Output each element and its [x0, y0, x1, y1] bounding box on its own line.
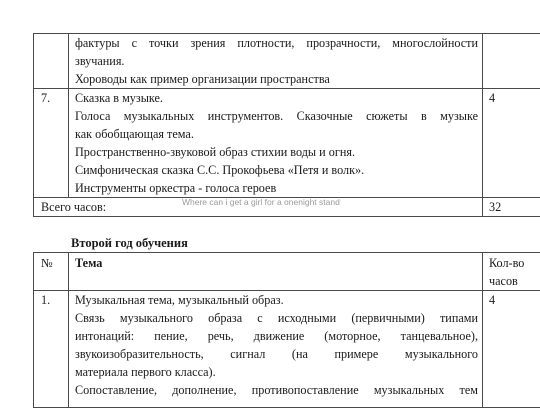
- topic-line: как обобщающая тема.: [75, 125, 478, 143]
- topic-line: Связь музыкального образа с исходными (первичными) типами: [75, 309, 478, 327]
- topic-cell: [69, 89, 483, 198]
- topic-line: материала первого класса).: [75, 363, 478, 381]
- topic-line: Голоса музыкальных инструментов. Сказочные сюжеты в музыке: [75, 107, 478, 125]
- topic-cell: [69, 291, 483, 408]
- table-row: [34, 89, 540, 198]
- topic-line: Симфоническая сказка С.С. Прокофьева «Петя и волк».: [75, 161, 478, 179]
- watermark-text: Where can i get a girl for a onenight stand: [182, 197, 340, 207]
- program-table-second-year: [33, 252, 540, 408]
- topic-line: Хороводы как пример организации пространства: [75, 70, 478, 88]
- topic-line: Музыкальная тема, музыкальный образ.: [75, 291, 478, 309]
- topic-line: звучания.: [75, 52, 478, 70]
- topic-line: звукоизобразительность, сигнал (на примере музыкального: [75, 345, 478, 363]
- header-topic-cell: Тема: [69, 253, 483, 291]
- topic-line: Инструменты оркестра - голоса героев: [75, 179, 478, 197]
- hours-cell: 4: [483, 89, 540, 198]
- topic-line: интонаций: пение, речь, движение (моторное, танцевальное),: [75, 327, 478, 345]
- table-row: [34, 291, 540, 408]
- row-number-cell: 7.: [34, 89, 69, 198]
- hours-cell: [483, 34, 540, 89]
- cut-off-line: [75, 399, 478, 407]
- header-number-cell: №: [34, 253, 69, 291]
- total-label-cell: Всего часов:: [34, 198, 483, 217]
- topic-line: Сказка в музыке.: [75, 89, 478, 107]
- table-row: [34, 34, 540, 89]
- topic-line: фактуры с точки зрения плотности, прозрачности, многослойности: [75, 34, 478, 52]
- row-number-cell: [34, 34, 69, 89]
- hours-cell: 4: [483, 291, 540, 408]
- topic-line: Пространственно-звуковой образ стихии воды и огня.: [75, 143, 478, 161]
- header-hours-cell: Кол-во часов: [483, 253, 540, 291]
- row-number-cell: 1.: [34, 291, 69, 408]
- program-table-first-year: [33, 33, 540, 217]
- section-heading: Второй год обучения: [71, 235, 188, 251]
- header-row: [34, 253, 540, 291]
- total-hours-cell: 32: [483, 198, 540, 217]
- topic-cell: [69, 34, 483, 89]
- topic-line: Сопоставление, дополнение, противопоставление музыкальных тем: [75, 381, 478, 399]
